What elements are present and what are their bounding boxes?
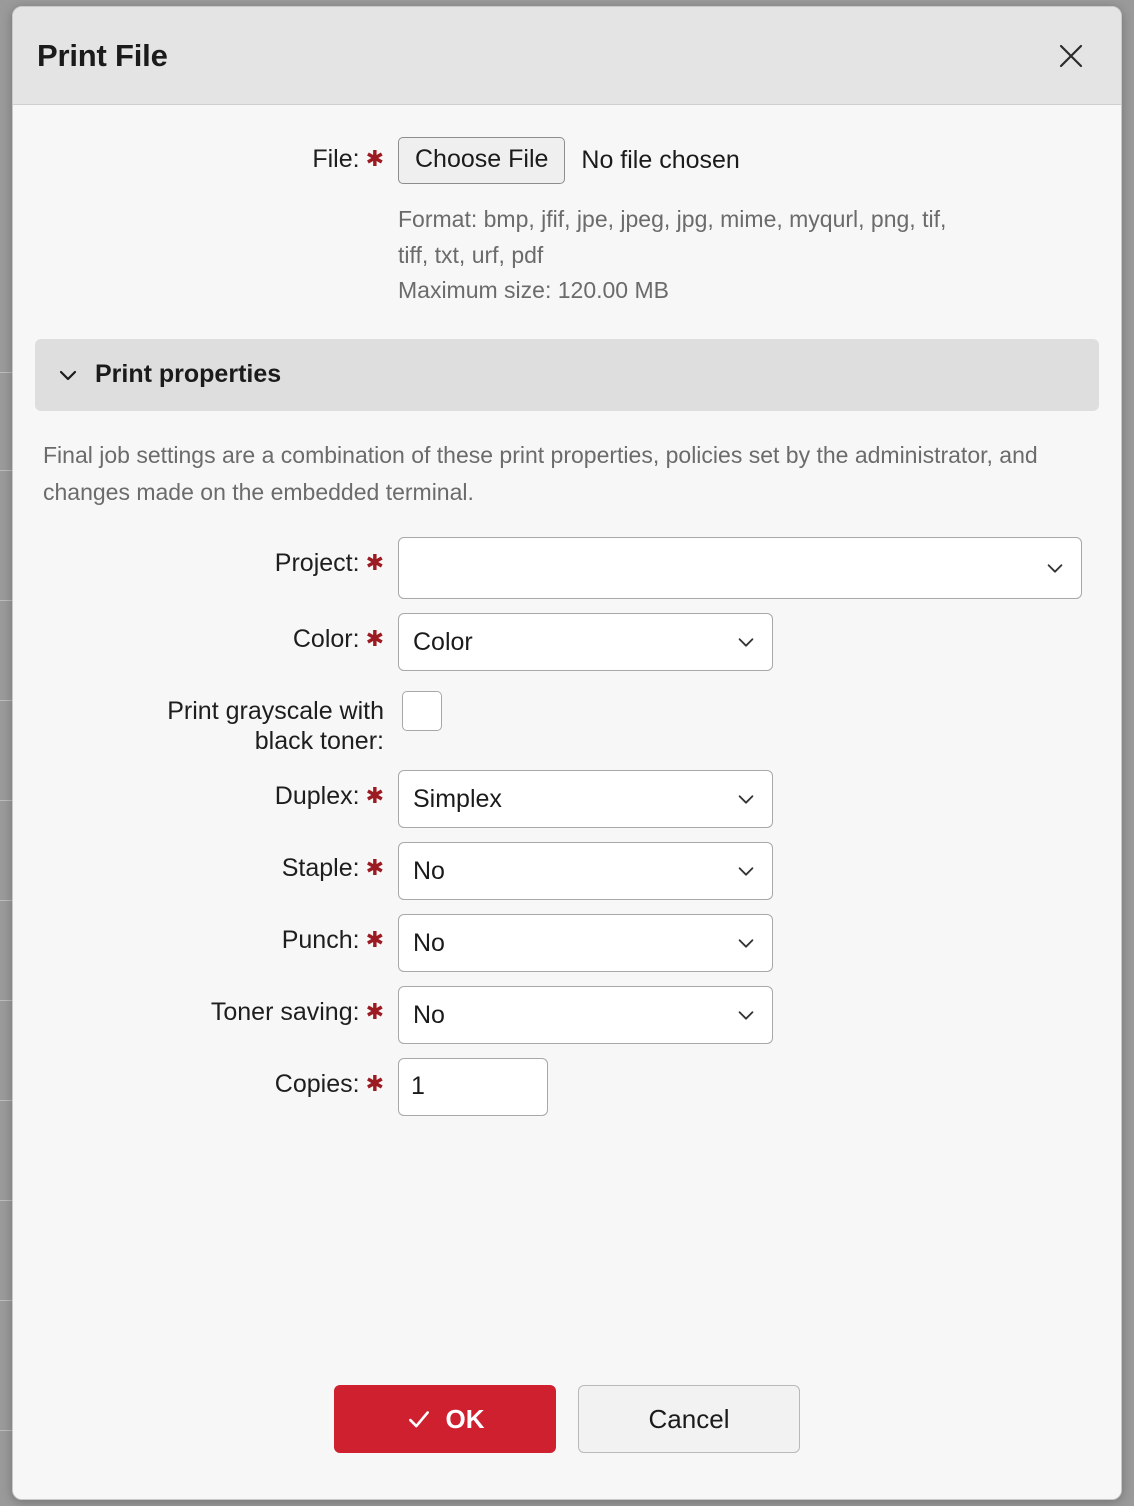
choose-file-button[interactable]: Choose File	[398, 137, 565, 184]
page-title: Print File	[37, 37, 168, 73]
grayscale-label-line1: Print grayscale with	[167, 696, 384, 725]
form-row-copies	[13, 1058, 1121, 1116]
required-marker: ✱	[365, 782, 384, 808]
duplex-label-text: Duplex:	[274, 781, 360, 810]
color-label	[13, 613, 398, 655]
color-select[interactable]	[398, 613, 773, 671]
project-label-text: Project:	[274, 548, 360, 577]
form-row-toner-saving	[13, 986, 1121, 1044]
file-label-text: File:	[312, 145, 360, 173]
project-select[interactable]	[398, 537, 1082, 599]
file-max-size-hint: Maximum size: 120.00 MB	[398, 277, 669, 304]
staple-select-wrap	[398, 842, 773, 900]
file-field	[398, 137, 1121, 309]
copies-label-text: Copies:	[274, 1069, 360, 1098]
copies-control	[398, 1058, 1121, 1116]
toner-saving-control	[398, 986, 1121, 1044]
file-row	[13, 105, 1121, 309]
form-row-color	[13, 613, 1121, 671]
print-properties-form	[13, 537, 1121, 1116]
staple-select[interactable]	[398, 842, 773, 900]
required-marker: ✱	[365, 998, 384, 1024]
grayscale-label-line2: black toner:	[254, 726, 384, 755]
staple-control	[398, 842, 1121, 900]
dialog-header	[13, 7, 1121, 105]
toner-saving-select-wrap	[398, 986, 773, 1044]
punch-select[interactable]	[398, 914, 773, 972]
punch-select-wrap	[398, 914, 773, 972]
toner-saving-label-text: Toner saving:	[210, 997, 360, 1026]
required-marker: ✱	[365, 549, 384, 575]
file-format-hint	[398, 202, 1088, 309]
required-marker: ✱	[365, 1070, 384, 1096]
project-label	[13, 537, 398, 579]
dialog-body	[13, 105, 1121, 1499]
color-select-wrap	[398, 613, 773, 671]
copies-label	[13, 1058, 398, 1100]
dialog-footer	[13, 1385, 1121, 1453]
print-properties-section-header[interactable]	[35, 339, 1099, 411]
punch-label	[13, 914, 398, 956]
ok-button[interactable]	[334, 1385, 556, 1453]
duplex-label	[13, 770, 398, 812]
file-format-hint-line1: Format: bmp, jfif, jpe, jpeg, jpg, mime, myqurl, png, tif,	[398, 206, 947, 232]
file-picker	[398, 137, 1121, 184]
form-row-punch	[13, 914, 1121, 972]
project-control	[398, 537, 1121, 599]
form-row-staple	[13, 842, 1121, 900]
required-marker: ✱	[365, 625, 384, 651]
file-label	[13, 137, 398, 182]
form-row-grayscale-black-toner	[13, 685, 1121, 756]
print-properties-description: Final job settings are a combination of these print properties, policies set by the administrator, and changes made on the embedded terminal.	[43, 441, 1038, 505]
toner-saving-label	[13, 986, 398, 1028]
project-select-wrap	[398, 537, 1082, 599]
staple-label	[13, 842, 398, 884]
color-control	[398, 613, 1121, 671]
chevron-down-icon	[55, 362, 81, 388]
print-file-dialog	[12, 6, 1122, 1500]
required-marker: ✱	[365, 146, 384, 171]
duplex-select[interactable]	[398, 770, 773, 828]
duplex-select-wrap	[398, 770, 773, 828]
file-name-status: No file chosen	[581, 146, 740, 174]
file-format-hint-line2: tiff, txt, urf, pdf	[398, 241, 544, 268]
required-marker: ✱	[365, 854, 384, 880]
form-row-duplex	[13, 770, 1121, 828]
check-icon	[406, 1406, 432, 1432]
background-page-edge	[0, 0, 12, 1506]
form-row-project	[13, 537, 1121, 599]
copies-input[interactable]	[398, 1058, 548, 1116]
grayscale-black-toner-checkbox[interactable]	[402, 691, 442, 731]
cancel-button[interactable]: Cancel	[578, 1385, 800, 1453]
ok-button-label: OK	[445, 1403, 485, 1434]
grayscale-control	[398, 685, 1121, 739]
punch-label-text: Punch:	[281, 925, 360, 954]
toner-saving-select[interactable]	[398, 986, 773, 1044]
staple-label-text: Staple:	[281, 853, 360, 882]
grayscale-black-toner-label	[13, 685, 398, 756]
punch-control	[398, 914, 1121, 972]
duplex-control	[398, 770, 1121, 828]
required-marker: ✱	[365, 926, 384, 952]
close-icon[interactable]	[1049, 34, 1093, 78]
print-properties-title: Print properties	[95, 360, 282, 389]
color-label-text: Color:	[292, 624, 360, 653]
